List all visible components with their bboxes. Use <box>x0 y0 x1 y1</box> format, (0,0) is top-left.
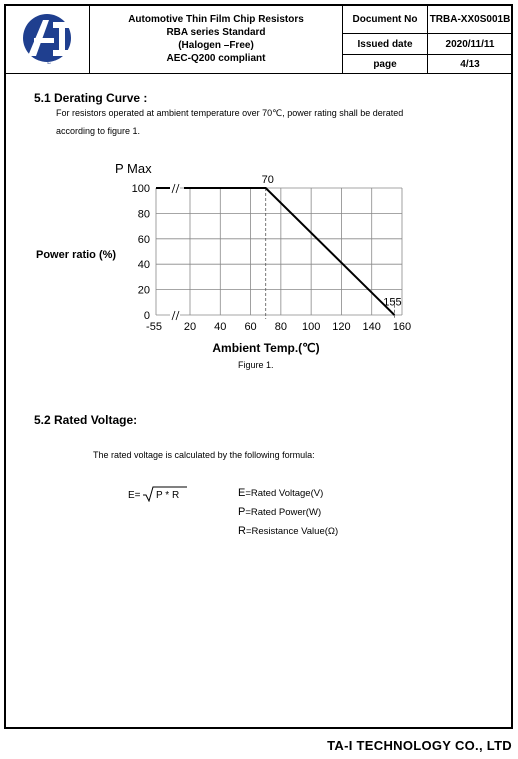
y-tick-label: 40 <box>137 259 150 272</box>
y-tick-label: 0 <box>143 310 150 322</box>
section-5-1-text-line2: according to figure 1. <box>56 126 141 136</box>
x-tick-label: 100 <box>301 321 321 333</box>
x-axis-label: Ambient Temp.(℃) <box>212 341 320 355</box>
issued-date-value: 2020/11/11 <box>428 34 513 55</box>
derating-chart <box>30 150 450 380</box>
logo-cell <box>5 5 90 74</box>
x-tick-label: 40 <box>214 321 227 333</box>
axis-break-gap-top <box>170 182 180 194</box>
svg-text:TA-I: TA-I <box>47 62 51 65</box>
definition-e: E=Rated Voltage(V) <box>238 487 324 499</box>
derating-chart-svg <box>30 150 450 380</box>
x-tick-label: 80 <box>274 321 287 333</box>
axis-break-gap-bottom <box>170 309 180 321</box>
derating-curve <box>184 188 394 315</box>
doc-no-label: Document No <box>343 5 428 34</box>
formula-lhs: E= <box>128 490 141 501</box>
chart-title: P Max <box>115 161 152 176</box>
x-tick-label: -55 <box>146 321 162 333</box>
document-header <box>4 4 513 74</box>
section-5-2-title: 5.2 Rated Voltage: <box>34 413 138 427</box>
x-tick-label: 20 <box>183 321 197 333</box>
page-label: page <box>343 55 428 74</box>
x-tick-label: 60 <box>244 321 257 333</box>
annotation-70: 70 <box>261 174 274 186</box>
page-value: 4/13 <box>428 55 513 74</box>
issued-date-label: Issued date <box>343 34 428 55</box>
section-5-1-text-line1: For resistors operated at ambient temperature over 70℃, power rating shall be derated <box>56 108 404 118</box>
section-5-1-title: 5.1 Derating Curve : <box>34 91 148 105</box>
figure-caption: Figure 1. <box>238 360 274 370</box>
y-tick-label: 100 <box>131 183 150 195</box>
formula <box>128 486 187 502</box>
doc-no-value: TRBA-XX0S001B <box>428 5 513 34</box>
definition-p: P=Rated Power(W) <box>238 506 322 518</box>
footer-company: TA-I TECHNOLOGY CO., LTD <box>327 738 512 753</box>
formula-definitions <box>238 484 338 541</box>
square-root-symbol <box>143 486 187 502</box>
company-logo <box>12 10 82 66</box>
annotation-155: 155 <box>383 296 402 309</box>
section-5-2-intro: The rated voltage is calculated by the following formula: <box>93 450 315 460</box>
document-title: Automotive Thin Film Chip Resistors RBA series Standard (Halogen –Free) AEC-Q200 compliant <box>90 5 343 74</box>
y-tick-label: 80 <box>137 208 150 221</box>
y-tick-label: 60 <box>137 233 150 246</box>
formula-radicand: P * R <box>156 490 180 501</box>
x-tick-label: 140 <box>362 321 381 333</box>
definition-r: R=Resistance Value(Ω) <box>238 525 339 537</box>
y-tick-label: 20 <box>137 284 150 297</box>
x-tick-label: 120 <box>332 321 351 333</box>
x-tick-label: 160 <box>392 321 412 333</box>
y-axis-label: Power ratio (%) <box>36 249 117 261</box>
